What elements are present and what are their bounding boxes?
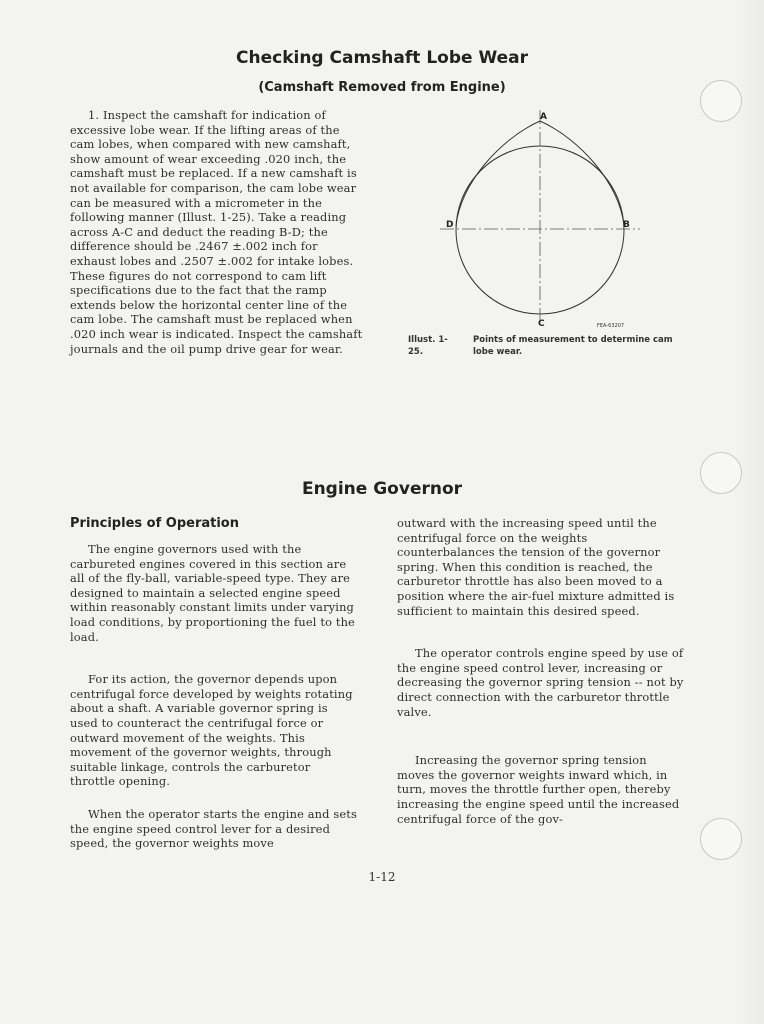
right-paragraph-3: Increasing the governor spring tension moves the governor weights inward which, in turn, moves the throttle further open, thereby increasing the engine speed until the increased centrifugal force of the gov-	[397, 753, 680, 826]
figure-caption-text: Points of measurement to determine cam lobe wear.	[473, 335, 673, 357]
governor-title: Engine Governor	[301, 479, 463, 499]
governor-left-column	[70, 542, 358, 851]
governor-right-column	[397, 516, 687, 826]
label-d: D	[446, 220, 454, 230]
label-c: C	[538, 319, 545, 329]
camshaft-text-block	[70, 108, 366, 356]
label-b: B	[623, 220, 630, 230]
left-paragraph-1: The engine governors used with the carbureted engines covered in this section are all of the fly-ball, variable-speed type. They are designed to maintain a selected engine speed within reasonably constant limits under varying load conditions, by proportioning the fuel to the load.	[70, 542, 355, 644]
section-title: Checking Camshaft Lobe Wear	[236, 48, 528, 68]
camshaft-paragraph: 1. Inspect the camshaft for indication of excessive lobe wear. If the lifting areas of the cam lobes, when compared with new camshaft, show amount of wear exceeding .020 inch, the camshaft must be replaced. If a new camshaft is not available for comparison, the cam lobe wear can be measured with a micrometer in the following manner (Illust. 1-25). Take a reading across A-C and deduct the reading B-D; the difference should be .2467 ±.002 inch for exhaust lobes and .2507 ±.002 for intake lobes. These figures do not correspond to cam lift specifications due to the fact that the ramp extends below the horizontal center line of the cam lobe. The camshaft must be replaced when .020 inch wear is indicated. Inspect the camshaft journals and the oil pump drive gear for wear.	[70, 108, 363, 356]
left-paragraph-2: For its action, the governor depends upon centrifugal force developed by weights rotating about a shaft. A variable governor spring is used to counteract the centrifugal force or outward movement of the weights. This movement of the governor weights, through suitable linkage, controls the carburetor throttle opening.	[70, 672, 353, 789]
right-paragraph-1: outward with the increasing speed until the centrifugal force on the weights counterbalances the tension of the governor spring. When this condition is reached, the carburetor throttle has also been moved to a position where the air-fuel mixture admitted is sufficient to maintain this desired speed.	[397, 516, 675, 618]
label-a: A	[540, 112, 547, 122]
cam-lobe-diagram	[430, 104, 650, 330]
principles-subheading: Principles of Operation	[70, 516, 239, 531]
section-subtitle: (Camshaft Removed from Engine)	[258, 80, 506, 95]
figure-caption-number: Illust. 1-25.	[408, 335, 448, 357]
right-paragraph-2: The operator controls engine speed by use of the engine speed control lever, increasing or decreasing the governor spring tension -- not by direct connection with the carburetor throttle valve.	[397, 646, 684, 719]
binder-hole	[700, 818, 742, 860]
figure-ref-number: FEA-63207	[597, 323, 625, 329]
page-number: 1-12	[368, 870, 396, 884]
left-paragraph-3: When the operator starts the engine and sets the engine speed control lever for a desired speed, the governor weights move	[70, 806, 357, 851]
